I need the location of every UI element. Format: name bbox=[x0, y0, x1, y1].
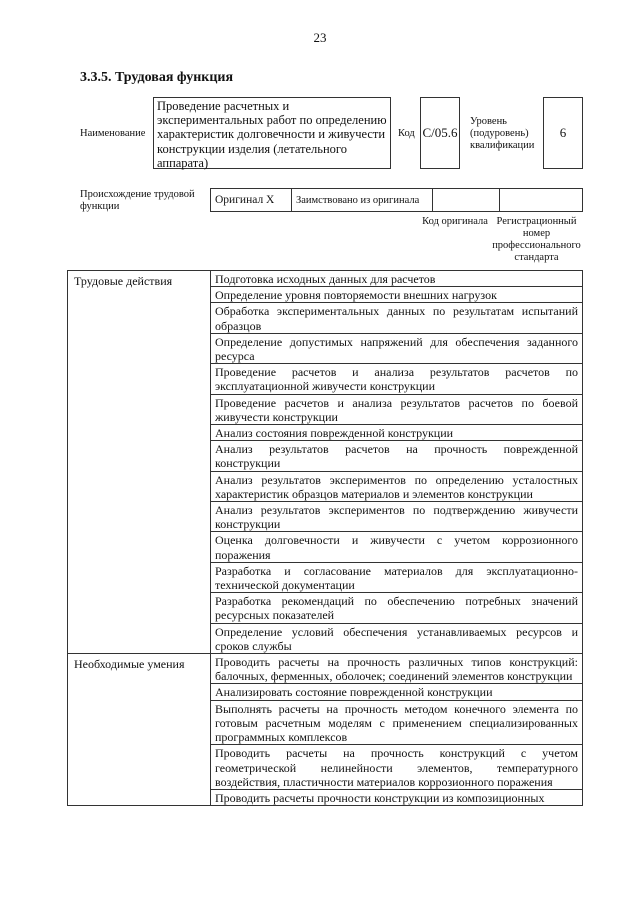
section-item: Проводить расчеты на прочность конструкций с учетом геометрической нелинейности элементов, температурного воздействия, пластичности материалов коррозионного поражения bbox=[211, 745, 583, 790]
function-code-box: C/05.6 bbox=[420, 97, 460, 169]
section-item: Оценка долговечности и живучести с учетом коррозионного поражения bbox=[211, 532, 583, 562]
section-item: Определение допустимых напряжений для обеспечения заданного ресурса bbox=[211, 333, 583, 363]
origin-code-cell bbox=[433, 189, 500, 211]
section-item: Определение условий обеспечения устанавливаемых ресурсов и сроков службы bbox=[211, 623, 583, 653]
section-item: Проведение расчетов и анализа результатов расчетов по эксплуатационной живучести конструкции bbox=[211, 364, 583, 394]
origin-original-cell: Оригинал X bbox=[211, 189, 292, 211]
label-reg-nomer: Регистрационный номер профессионального стандарта bbox=[492, 216, 581, 263]
origin-borrowed-cell: Заимствовано из оригинала bbox=[292, 189, 433, 211]
section-item: Разработка рекомендаций по обеспечению потребных значений ресурсных показателей bbox=[211, 593, 583, 623]
origin-row bbox=[210, 188, 583, 212]
table-row bbox=[68, 654, 583, 684]
section-title: Трудовые действия bbox=[68, 271, 211, 654]
section-heading: 3.3.5. Трудовая функция bbox=[80, 70, 234, 85]
label-naimenovanie: Наименование bbox=[80, 128, 146, 139]
label-proiskhozhdenie: Происхождение трудовой функции bbox=[80, 189, 195, 212]
section-item: Анализировать состояние поврежденной конструкции bbox=[211, 684, 583, 700]
function-level-box: 6 bbox=[543, 97, 583, 169]
section-item: Анализ результатов экспериментов по подтверждению живучести конструкции bbox=[211, 502, 583, 532]
section-item: Разработка и согласование материалов для эксплуатационно-технической документации bbox=[211, 562, 583, 592]
section-item: Проводить расчеты на прочность различных типов конструкций: балочных, ферменных, оболочек; соединений элементов конструкции bbox=[211, 654, 583, 684]
section-item: Анализ результатов экспериментов по определению усталостных характеристик образцов материалов и элементов конструкции bbox=[211, 471, 583, 501]
section-item: Проводить расчеты прочности конструкции из композиционных bbox=[211, 789, 583, 805]
section-item: Выполнять расчеты на прочность методом конечного элемента по готовым расчетным моделям с применением специализированных программных комплексов bbox=[211, 700, 583, 745]
origin-regnum-cell bbox=[500, 189, 582, 211]
label-kod-originala: Код оригинала bbox=[422, 216, 488, 227]
section-item: Анализ результатов расчетов на прочность поврежденной конструкции bbox=[211, 441, 583, 471]
function-name-box: Проведение расчетных и экспериментальных работ по определению характеристик долговечности и живучести конструкции изделия (летательного аппарата) bbox=[153, 97, 391, 169]
page-number: 23 bbox=[313, 30, 327, 45]
section-item: Подготовка исходных данных для расчетов bbox=[211, 271, 583, 287]
section-item: Определение уровня повторяемости внешних нагрузок bbox=[211, 287, 583, 303]
section-title: Необходимые умения bbox=[68, 654, 211, 806]
label-kod: Код bbox=[398, 128, 415, 139]
section-item: Проведение расчетов и анализа результатов расчетов по боевой живучести конструкции bbox=[211, 394, 583, 424]
table-row bbox=[68, 271, 583, 287]
section-item: Анализ состояния поврежденной конструкции bbox=[211, 425, 583, 441]
section-item: Обработка экспериментальных данных по результатам испытаний образцов bbox=[211, 303, 583, 333]
labor-function-table bbox=[67, 270, 583, 806]
label-uroven: Уровень (подуровень) квалификации bbox=[470, 116, 535, 151]
